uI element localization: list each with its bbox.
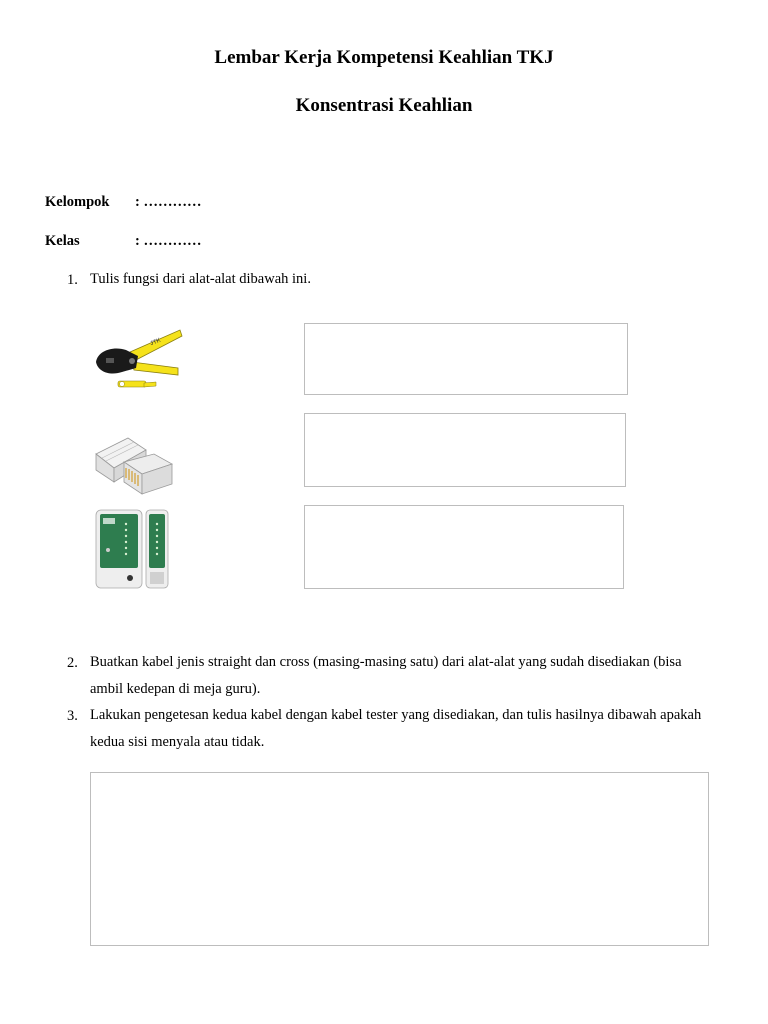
page-subtitle: Konsentrasi Keahlian [295,95,473,116]
answer-box-question-3[interactable] [90,772,709,946]
rj45-connector-icon [90,432,176,498]
group-value: : ………… [135,194,202,210]
question-3-text: Lakukan pengetesan kedua kabel dengan kabel tester yang disediakan, dan tulis hasilnya dibawah apakah kedua sisi menyala atau tidak. [90,707,702,750]
svg-text:JTK: JTK [149,337,162,348]
group-label: Kelompok [45,194,110,210]
question-2-text: Buatkan kabel jenis straight dan cross (masing-masing satu) dari alat-alat yang sudah disediakan (bisa ambil kedepan di meja guru). [90,654,682,697]
question-1-number: 1. [67,272,78,288]
cable-tester-icon [94,508,170,590]
answer-box-tool-1[interactable] [304,323,628,395]
question-1-text: Tulis fungsi dari alat-alat dibawah ini. [90,271,311,287]
question-2-number: 2. [67,655,78,671]
answer-box-tool-3[interactable] [304,505,624,589]
class-label: Kelas [45,233,80,249]
crimping-tool-icon [92,324,184,396]
page-title: Lembar Kerja Kompetensi Keahlian TKJ [214,47,554,68]
answer-box-tool-2[interactable] [304,413,626,487]
class-value: : ………… [135,233,202,249]
question-3-number: 3. [67,708,78,724]
